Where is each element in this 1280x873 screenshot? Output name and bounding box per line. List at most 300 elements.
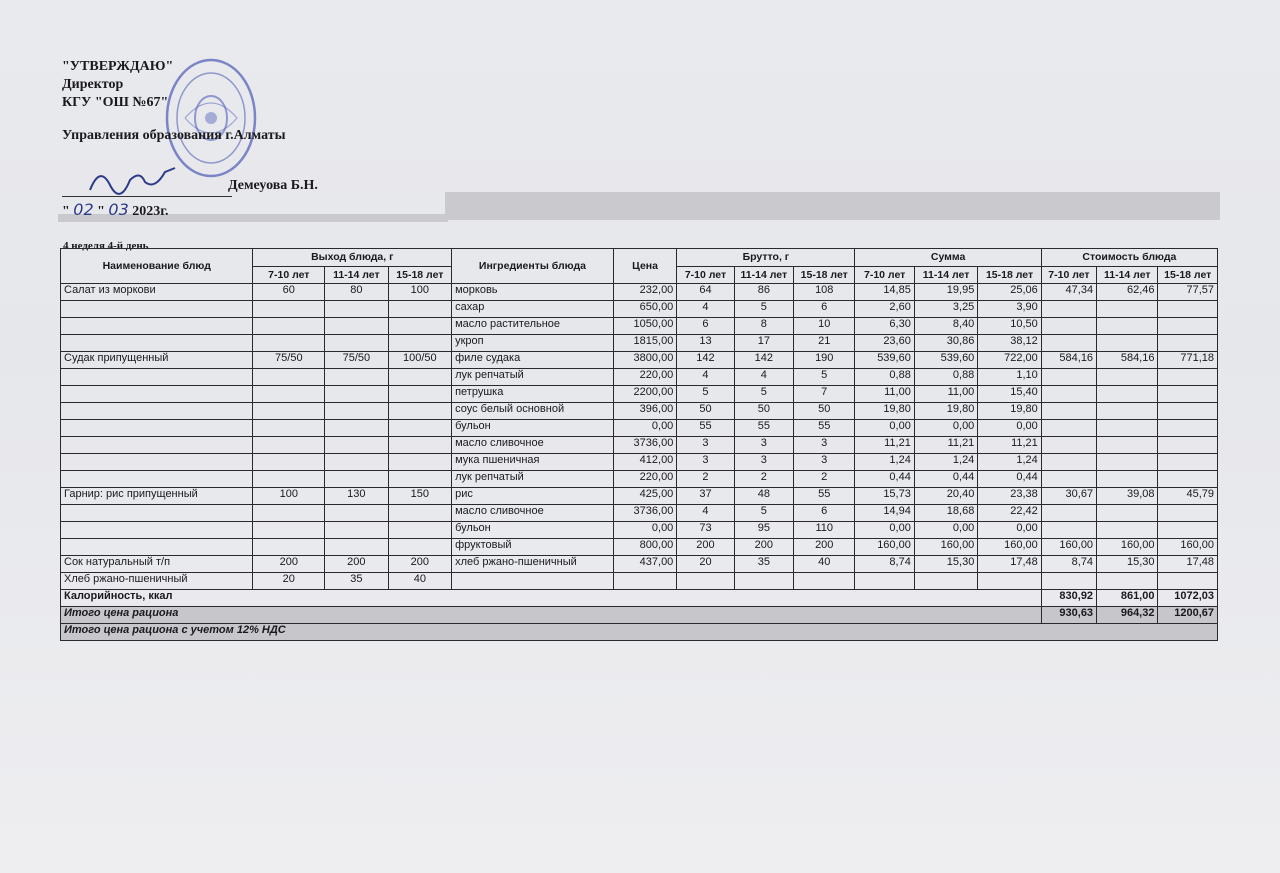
table-cell-y3: 200: [388, 556, 452, 573]
table-cell-c1: 160,00: [1041, 539, 1096, 556]
table-cell-y2: [325, 505, 388, 522]
table-cell-dish: [61, 420, 253, 437]
table-cell-ing: фруктовый: [452, 539, 614, 556]
table-cell-y1: [253, 369, 325, 386]
table-cell-s1: 15,73: [855, 488, 914, 505]
table-cell-ing: сахар: [452, 301, 614, 318]
table-cell-c2: [1097, 403, 1158, 420]
table-cell-c2: 584,16: [1097, 352, 1158, 369]
table-cell-dish: Сок натуральный т/п: [61, 556, 253, 573]
table-cell-y2: 35: [325, 573, 388, 590]
table-cell-c2: 160,00: [1097, 539, 1158, 556]
table-cell-dish: [61, 301, 253, 318]
table-row: [61, 539, 1218, 556]
table-cell-c3: [1158, 369, 1218, 386]
approval-date: " 02 " 03 2023г.: [62, 200, 169, 219]
table-cell-b3: 6: [794, 301, 855, 318]
table-cell-c3: 17,48: [1158, 556, 1218, 573]
table-cell-b2: 200: [734, 539, 793, 556]
table-cell-y3: [388, 318, 452, 335]
table-cell-b3: 3: [794, 437, 855, 454]
date-year: 2023г.: [132, 204, 169, 219]
table-cell-c3: 45,79: [1158, 488, 1218, 505]
table-cell-s2: 0,00: [914, 420, 977, 437]
table-cell-ing: филе судака: [452, 352, 614, 369]
header-dish: Наименование блюд: [61, 249, 253, 284]
table-cell-c1: [1041, 437, 1096, 454]
table-cell-s2: 0,44: [914, 471, 977, 488]
table-cell-b2: 5: [734, 386, 793, 403]
table-cell-dish: [61, 318, 253, 335]
table-cell-b2: 3: [734, 454, 793, 471]
header-age: 15-18 лет: [794, 266, 855, 284]
table-cell-b3: 3: [794, 454, 855, 471]
table-cell-y2: [325, 369, 388, 386]
table-cell-c1: 30,67: [1041, 488, 1096, 505]
approval-department: Управления образования г.Алматы: [62, 128, 286, 143]
table-cell-c2: [1097, 301, 1158, 318]
table-cell-s3: 1,10: [978, 369, 1041, 386]
table-cell-y3: 150: [388, 488, 452, 505]
total-value: 964,32: [1097, 607, 1158, 624]
table-cell-c2: 62,46: [1097, 284, 1158, 301]
table-cell-y1: [253, 386, 325, 403]
date-day: 02: [73, 200, 94, 219]
table-cell-s1: 0,44: [855, 471, 914, 488]
table-cell-s2: 0,00: [914, 522, 977, 539]
table-row: [61, 505, 1218, 522]
table-cell-y1: 200: [253, 556, 325, 573]
calories-label: Калорийность, ккал: [61, 590, 1042, 607]
approval-title: "УТВЕРЖДАЮ": [62, 59, 174, 74]
table-cell-dish: [61, 335, 253, 352]
table-row: [61, 573, 1218, 590]
table-cell-s2: 8,40: [914, 318, 977, 335]
table-cell-b3: 190: [794, 352, 855, 369]
menu-table: [60, 248, 1218, 641]
table-cell-c1: [1041, 369, 1096, 386]
table-cell-b2: 4: [734, 369, 793, 386]
table-cell-b2: 2: [734, 471, 793, 488]
table-cell-b3: 5: [794, 369, 855, 386]
table-cell-c2: [1097, 369, 1158, 386]
table-cell-dish: [61, 505, 253, 522]
table-cell-c3: [1158, 437, 1218, 454]
header-age: 15-18 лет: [388, 266, 452, 284]
table-cell-price: 3736,00: [613, 437, 676, 454]
table-cell-s1: 0,00: [855, 522, 914, 539]
table-cell-s1: 14,94: [855, 505, 914, 522]
table-cell-s2: 3,25: [914, 301, 977, 318]
table-cell-b1: 4: [677, 369, 734, 386]
table-cell-dish: [61, 522, 253, 539]
table-cell-b3: 55: [794, 488, 855, 505]
table-cell-y3: [388, 386, 452, 403]
table-cell-ing: петрушка: [452, 386, 614, 403]
table-cell-y2: [325, 386, 388, 403]
table-cell-b2: 5: [734, 505, 793, 522]
table-cell-y2: [325, 471, 388, 488]
header-age: 7-10 лет: [855, 266, 914, 284]
table-cell-b3: 50: [794, 403, 855, 420]
table-cell-dish: [61, 437, 253, 454]
table-cell-b2: 17: [734, 335, 793, 352]
header-age: 15-18 лет: [1158, 266, 1218, 284]
total-label: Итого цена рациона: [61, 607, 1042, 624]
table-cell-c1: [1041, 403, 1096, 420]
table-cell-y1: 60: [253, 284, 325, 301]
table-cell-s3: 19,80: [978, 403, 1041, 420]
table-cell-y3: [388, 437, 452, 454]
table-cell-s2: 30,86: [914, 335, 977, 352]
table-cell-s3: 15,40: [978, 386, 1041, 403]
table-cell-c2: [1097, 386, 1158, 403]
table-cell-s1: 8,74: [855, 556, 914, 573]
header-sum: Сумма: [855, 249, 1041, 267]
table-cell-c3: 160,00: [1158, 539, 1218, 556]
table-cell-ing: масло сливочное: [452, 437, 614, 454]
table-cell-price: 2200,00: [613, 386, 676, 403]
table-cell-s2: [914, 573, 977, 590]
table-cell-b2: 50: [734, 403, 793, 420]
table-cell-s1: 160,00: [855, 539, 914, 556]
table-cell-y2: 200: [325, 556, 388, 573]
table-cell-c1: [1041, 522, 1096, 539]
table-cell-y3: [388, 403, 452, 420]
table-cell-c3: [1158, 301, 1218, 318]
table-row: [61, 488, 1218, 505]
header-ingredients: Ингредиенты блюда: [452, 249, 614, 284]
total-vat-label: Итого цена рациона с учетом 12% НДС: [61, 624, 1218, 641]
table-cell-s3: 23,38: [978, 488, 1041, 505]
table-cell-y1: 75/50: [253, 352, 325, 369]
table-cell-y2: [325, 454, 388, 471]
table-cell-b1: 142: [677, 352, 734, 369]
table-cell-dish: [61, 403, 253, 420]
table-row: [61, 403, 1218, 420]
table-cell-s3: 0,44: [978, 471, 1041, 488]
table-cell-dish: Гарнир: рис припущенный: [61, 488, 253, 505]
table-cell-b3: 10: [794, 318, 855, 335]
table-cell-s2: 11,21: [914, 437, 977, 454]
table-cell-c3: [1158, 522, 1218, 539]
header-age: 11-14 лет: [734, 266, 793, 284]
table-cell-y1: [253, 522, 325, 539]
table-cell-price: 0,00: [613, 420, 676, 437]
table-cell-price: 232,00: [613, 284, 676, 301]
table-cell-s1: 2,60: [855, 301, 914, 318]
table-cell-s2: 1,24: [914, 454, 977, 471]
table-cell-c3: [1158, 573, 1218, 590]
table-cell-price: 800,00: [613, 539, 676, 556]
table-cell-s2: 18,68: [914, 505, 977, 522]
table-cell-b3: 40: [794, 556, 855, 573]
table-cell-price: 3736,00: [613, 505, 676, 522]
table-cell-ing: лук репчатый: [452, 369, 614, 386]
table-cell-s1: 11,00: [855, 386, 914, 403]
table-cell-b3: 6: [794, 505, 855, 522]
table-cell-c1: 8,74: [1041, 556, 1096, 573]
table-cell-y1: [253, 403, 325, 420]
table-row: [61, 437, 1218, 454]
table-cell-ing: хлеб ржано-пшеничный: [452, 556, 614, 573]
table-cell-s3: [978, 573, 1041, 590]
table-cell-b3: 2: [794, 471, 855, 488]
table-row: [61, 284, 1218, 301]
table-cell-price: 220,00: [613, 471, 676, 488]
table-cell-s1: 23,60: [855, 335, 914, 352]
table-cell-b2: 55: [734, 420, 793, 437]
table-footer: [61, 590, 1218, 641]
table-cell-y1: 100: [253, 488, 325, 505]
table-cell-c1: [1041, 301, 1096, 318]
table-cell-c3: [1158, 420, 1218, 437]
table-cell-y3: 40: [388, 573, 452, 590]
table-cell-price: 1050,00: [613, 318, 676, 335]
table-cell-ing: [452, 573, 614, 590]
table-cell-dish: [61, 369, 253, 386]
table-cell-price: [613, 573, 676, 590]
table-cell-s2: 0,88: [914, 369, 977, 386]
table-cell-s2: 20,40: [914, 488, 977, 505]
table-cell-c1: 584,16: [1041, 352, 1096, 369]
table-cell-b1: 64: [677, 284, 734, 301]
table-row: [61, 301, 1218, 318]
table-cell-b1: 3: [677, 437, 734, 454]
table-cell-y3: 100/50: [388, 352, 452, 369]
table-cell-y3: 100: [388, 284, 452, 301]
total-value: 930,63: [1041, 607, 1096, 624]
table-cell-y1: [253, 471, 325, 488]
table-row: [61, 318, 1218, 335]
table-cell-y2: 80: [325, 284, 388, 301]
table-header: [61, 249, 1218, 284]
table-cell-y2: [325, 318, 388, 335]
table-cell-b1: 37: [677, 488, 734, 505]
table-cell-c2: [1097, 471, 1158, 488]
header-age: 11-14 лет: [1097, 266, 1158, 284]
table-cell-c1: [1041, 573, 1096, 590]
table-cell-b3: 7: [794, 386, 855, 403]
table-cell-c2: 39,08: [1097, 488, 1158, 505]
table-cell-dish: Хлеб ржано-пшеничный: [61, 573, 253, 590]
table-cell-s3: 1,24: [978, 454, 1041, 471]
table-cell-c2: [1097, 454, 1158, 471]
table-row: [61, 471, 1218, 488]
table-cell-b2: 48: [734, 488, 793, 505]
table-row: [61, 556, 1218, 573]
table-cell-c3: [1158, 471, 1218, 488]
table-cell-s3: 0,00: [978, 522, 1041, 539]
table-cell-b1: 5: [677, 386, 734, 403]
table-cell-y1: [253, 437, 325, 454]
table-cell-b2: [734, 573, 793, 590]
table-cell-ing: мука пшеничная: [452, 454, 614, 471]
table-cell-y2: [325, 420, 388, 437]
table-cell-y3: [388, 420, 452, 437]
table-cell-y2: [325, 301, 388, 318]
table-cell-c2: 15,30: [1097, 556, 1158, 573]
signer-name: Демеуова Б.Н.: [228, 178, 318, 193]
table-cell-b1: 200: [677, 539, 734, 556]
table-cell-c3: [1158, 318, 1218, 335]
table-cell-c2: [1097, 335, 1158, 352]
table-cell-s1: 14,85: [855, 284, 914, 301]
table-cell-y3: [388, 335, 452, 352]
table-cell-s3: 17,48: [978, 556, 1041, 573]
table-cell-c2: [1097, 420, 1158, 437]
table-cell-s1: 539,60: [855, 352, 914, 369]
table-cell-s2: 160,00: [914, 539, 977, 556]
table-cell-y2: [325, 403, 388, 420]
table-cell-c3: 771,18: [1158, 352, 1218, 369]
table-cell-c1: [1041, 335, 1096, 352]
table-cell-y1: [253, 420, 325, 437]
table-cell-y3: [388, 301, 452, 318]
header-age: 11-14 лет: [914, 266, 977, 284]
table-row: [61, 335, 1218, 352]
table-cell-y3: [388, 454, 452, 471]
table-cell-y3: [388, 539, 452, 556]
table-cell-y1: [253, 505, 325, 522]
table-cell-c1: [1041, 454, 1096, 471]
table-cell-y3: [388, 471, 452, 488]
table-cell-c3: 77,57: [1158, 284, 1218, 301]
header-cost: Стоимость блюда: [1041, 249, 1217, 267]
table-cell-y1: 20: [253, 573, 325, 590]
table-cell-dish: [61, 386, 253, 403]
table-cell-s1: [855, 573, 914, 590]
table-cell-b2: 86: [734, 284, 793, 301]
table-cell-dish: [61, 471, 253, 488]
header-age: 7-10 лет: [1041, 266, 1096, 284]
table-cell-s3: 0,00: [978, 420, 1041, 437]
table-cell-ing: укроп: [452, 335, 614, 352]
table-cell-s1: 0,00: [855, 420, 914, 437]
header-brutto: Брутто, г: [677, 249, 855, 267]
approval-organization: КГУ "ОШ №67": [62, 95, 169, 110]
table-cell-b1: 20: [677, 556, 734, 573]
calories-value: 861,00: [1097, 590, 1158, 607]
table-cell-s3: 38,12: [978, 335, 1041, 352]
table-cell-dish: Салат из моркови: [61, 284, 253, 301]
table-cell-ing: масло растительное: [452, 318, 614, 335]
calories-value: 830,92: [1041, 590, 1096, 607]
table-cell-s3: 22,42: [978, 505, 1041, 522]
table-cell-ing: бульон: [452, 420, 614, 437]
table-cell-s1: 0,88: [855, 369, 914, 386]
table-cell-b2: 142: [734, 352, 793, 369]
table-cell-b1: 6: [677, 318, 734, 335]
table-row: [61, 352, 1218, 369]
table-cell-b1: 50: [677, 403, 734, 420]
table-cell-price: 220,00: [613, 369, 676, 386]
table-cell-ing: соус белый основной: [452, 403, 614, 420]
table-cell-price: 425,00: [613, 488, 676, 505]
table-cell-dish: [61, 539, 253, 556]
table-cell-b3: 200: [794, 539, 855, 556]
table-cell-b3: 55: [794, 420, 855, 437]
table-cell-price: 1815,00: [613, 335, 676, 352]
header-age: 7-10 лет: [677, 266, 734, 284]
table-cell-b3: 21: [794, 335, 855, 352]
table-cell-y3: [388, 369, 452, 386]
table-cell-b1: 55: [677, 420, 734, 437]
table-cell-c2: [1097, 573, 1158, 590]
table-cell-y3: [388, 522, 452, 539]
table-cell-c2: [1097, 437, 1158, 454]
approval-position: Директор: [62, 77, 124, 92]
table-cell-c2: [1097, 522, 1158, 539]
table-cell-ing: бульон: [452, 522, 614, 539]
handwritten-signature: [85, 160, 185, 200]
table-cell-b1: 13: [677, 335, 734, 352]
table-cell-b1: 4: [677, 505, 734, 522]
header-age: 11-14 лет: [325, 266, 388, 284]
table-cell-price: 0,00: [613, 522, 676, 539]
table-cell-y2: 75/50: [325, 352, 388, 369]
table-cell-s1: 1,24: [855, 454, 914, 471]
table-cell-b1: 2: [677, 471, 734, 488]
table-cell-s3: 3,90: [978, 301, 1041, 318]
table-cell-s2: 19,80: [914, 403, 977, 420]
table-cell-y1: [253, 335, 325, 352]
table-cell-ing: рис: [452, 488, 614, 505]
table-cell-s2: 19,95: [914, 284, 977, 301]
table-cell-b3: [794, 573, 855, 590]
table-cell-b2: 3: [734, 437, 793, 454]
table-cell-c1: [1041, 420, 1096, 437]
table-cell-c3: [1158, 403, 1218, 420]
header-yield: Выход блюда, г: [253, 249, 452, 267]
table-cell-s1: 19,80: [855, 403, 914, 420]
table-cell-s2: 539,60: [914, 352, 977, 369]
table-cell-c3: [1158, 386, 1218, 403]
table-cell-s3: 722,00: [978, 352, 1041, 369]
table-body: [61, 284, 1218, 590]
table-cell-c1: [1041, 386, 1096, 403]
table-cell-s1: 6,30: [855, 318, 914, 335]
table-cell-price: 396,00: [613, 403, 676, 420]
table-cell-y2: [325, 437, 388, 454]
table-cell-y2: [325, 335, 388, 352]
table-cell-c2: [1097, 318, 1158, 335]
table-row: [61, 420, 1218, 437]
table-cell-y1: [253, 318, 325, 335]
calories-value: 1072,03: [1158, 590, 1218, 607]
table-cell-ing: масло сливочное: [452, 505, 614, 522]
table-cell-c3: [1158, 454, 1218, 471]
table-cell-c1: [1041, 471, 1096, 488]
table-cell-y2: 130: [325, 488, 388, 505]
header-price: Цена: [613, 249, 676, 284]
table-cell-y2: [325, 539, 388, 556]
table-cell-ing: морковь: [452, 284, 614, 301]
table-cell-y1: [253, 301, 325, 318]
table-cell-b1: 3: [677, 454, 734, 471]
table-cell-c1: 47,34: [1041, 284, 1096, 301]
approval-block: [62, 58, 482, 145]
table-cell-b2: 95: [734, 522, 793, 539]
table-cell-b3: 108: [794, 284, 855, 301]
table-cell-s3: 25,06: [978, 284, 1041, 301]
scan-shadow-band: [445, 192, 1220, 220]
table-cell-y2: [325, 522, 388, 539]
table-cell-s3: 11,21: [978, 437, 1041, 454]
table-cell-b2: 8: [734, 318, 793, 335]
table-cell-s1: 11,21: [855, 437, 914, 454]
table-cell-y1: [253, 539, 325, 556]
